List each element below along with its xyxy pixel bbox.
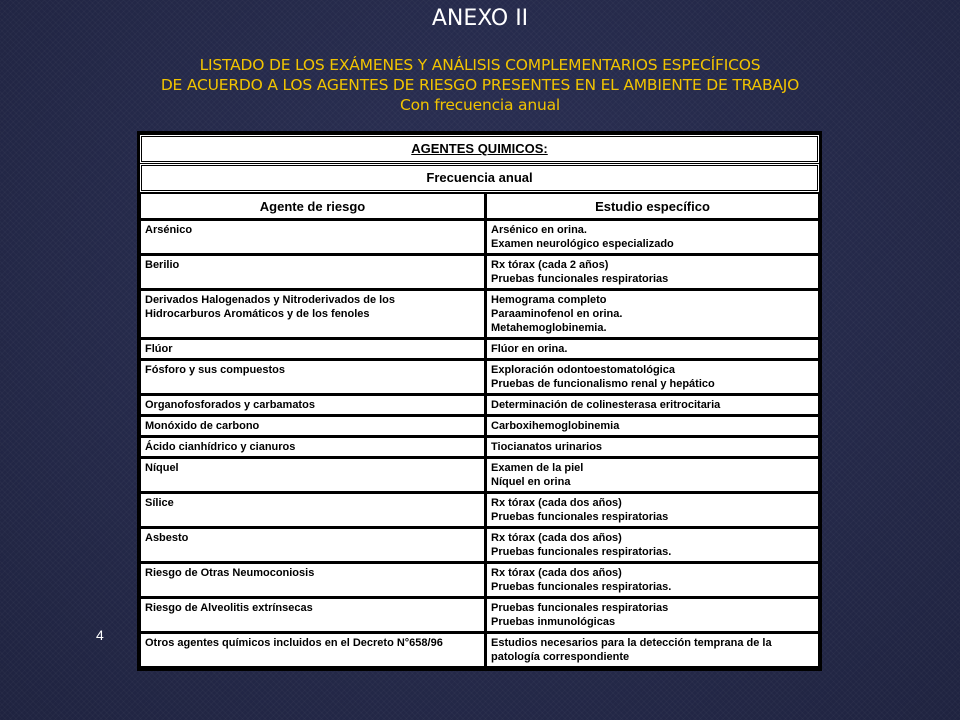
study-cell: [487, 529, 818, 561]
agent-cell: [141, 396, 484, 414]
agent-text: Riesgo de Alveolitis extrínsecas: [145, 602, 313, 614]
table-row: [141, 361, 818, 393]
study-text: Pruebas funcionales respiratorias.: [491, 546, 672, 558]
study-text: Arsénico en orina.: [491, 224, 587, 236]
study-cell: [487, 438, 818, 456]
study-text: Pruebas inmunológicas: [491, 616, 616, 628]
agent-text: Derivados Halogenados y Nitroderivados de los: [145, 294, 396, 306]
table-row: [141, 340, 818, 358]
study-text: Rx tórax (cada dos años): [491, 567, 622, 579]
table-row: [141, 256, 818, 288]
study-cell: [487, 599, 818, 631]
study-text: Rx tórax (cada dos años): [491, 532, 622, 544]
column-header-agent: Agente de riesgo: [141, 194, 484, 218]
agent-text: Sílice: [145, 497, 174, 509]
agent-text: Arsénico: [145, 224, 193, 236]
agent-text: Fósforo y sus compuestos: [145, 364, 285, 376]
section-header: [141, 136, 818, 162]
agent-cell: [141, 459, 484, 491]
table-row: [141, 417, 818, 435]
agent-text: Otros agentes químicos incluidos en el Decreto N°658/96: [145, 637, 443, 649]
table-row: [141, 599, 818, 631]
agent-cell: [141, 291, 484, 337]
agent-text: Riesgo de Otras Neumoconiosis: [145, 567, 315, 579]
agent-cell: [141, 256, 484, 288]
agent-text: Níquel: [145, 462, 179, 474]
study-cell: [487, 396, 818, 414]
agent-cell: [141, 361, 484, 393]
study-text: Pruebas funcionales respiratorias: [491, 602, 669, 614]
study-text: Determinación de colinesterasa eritrocitaria: [491, 399, 721, 411]
agent-cell: [141, 564, 484, 596]
subtitle-line-1: LISTADO DE LOS EXÁMENES Y ANÁLISIS COMPLEMENTARIOS ESPECÍFICOS: [199, 56, 761, 74]
agent-cell: [141, 529, 484, 561]
slide-title: ANEXO II: [431, 6, 529, 31]
study-text: Hemograma completo: [491, 294, 607, 306]
study-cell: [487, 564, 818, 596]
agent-text: Hidrocarburos Aromáticos y de los fenoles: [145, 308, 370, 320]
table-row: [141, 459, 818, 491]
study-text: Pruebas funcionales respiratorias.: [491, 581, 672, 593]
study-cell: [487, 459, 818, 491]
study-cell: [487, 494, 818, 526]
study-text: Pruebas funcionales respiratorias: [491, 511, 669, 523]
agent-cell: [141, 221, 484, 253]
agent-text: Flúor: [145, 343, 173, 355]
study-cell: [487, 340, 818, 358]
subtitle-line-3: Con frecuencia anual: [400, 96, 560, 114]
agent-text: Monóxido de carbono: [145, 420, 260, 432]
study-text: Rx tórax (cada 2 años): [491, 259, 609, 271]
study-cell: [487, 256, 818, 288]
frequency-header-text: Frecuencia anual: [426, 170, 533, 185]
study-text: Examen de la piel: [491, 462, 584, 474]
agent-cell: [141, 417, 484, 435]
agent-text: Organofosforados y carbamatos: [145, 399, 315, 411]
agent-cell: [141, 494, 484, 526]
subtitle-line-2: DE ACUERDO A LOS AGENTES DE RIESGO PRESENTES EN EL AMBIENTE DE TRABAJO: [160, 76, 800, 94]
study-cell: [487, 417, 818, 435]
table-body: [139, 221, 820, 666]
table-row: [141, 221, 818, 253]
table-row: [141, 529, 818, 561]
page-number: 4: [96, 627, 104, 643]
study-text: Pruebas funcionales respiratorias: [491, 273, 669, 285]
study-text: Estudios necesarios para la detección temprana de la: [491, 637, 772, 649]
agent-cell: [141, 634, 484, 666]
study-text: Paraaminofenol en orina.: [491, 308, 623, 320]
study-cell: [487, 361, 818, 393]
study-text: Pruebas de funcionalismo renal y hepático: [491, 378, 715, 390]
table-row: [141, 396, 818, 414]
study-text: Rx tórax (cada dos años): [491, 497, 622, 509]
table-row: [141, 494, 818, 526]
table-row: [141, 291, 818, 337]
study-cell: [487, 221, 818, 253]
column-header-row: [141, 194, 818, 218]
study-text: Exploración odontoestomatológica: [491, 364, 675, 376]
table-row: [141, 634, 818, 666]
section-header-text: AGENTES QUIMICOS:: [411, 141, 548, 156]
agent-text: Asbesto: [145, 532, 189, 544]
study-text: Metahemoglobinemia.: [491, 322, 607, 334]
study-cell: [487, 634, 818, 666]
study-text: Carboxihemoglobinemia: [491, 420, 620, 432]
table-row: [141, 564, 818, 596]
risk-agents-table: [137, 131, 822, 671]
study-text: patología correspondiente: [491, 651, 630, 663]
study-text: Flúor en orina.: [491, 343, 568, 355]
slide-subtitle: [0, 55, 960, 115]
agent-cell: [141, 438, 484, 456]
column-header-study: Estudio específico: [487, 194, 818, 218]
table-row: [141, 438, 818, 456]
frequency-header: [141, 165, 818, 191]
agent-text: Berilio: [145, 259, 180, 271]
study-text: Tiocianatos urinarios: [491, 441, 603, 453]
agent-cell: [141, 340, 484, 358]
study-text: Níquel en orina: [491, 476, 571, 488]
agent-text: Ácido cianhídrico y cianuros: [145, 441, 296, 453]
agent-cell: [141, 599, 484, 631]
study-text: Examen neurológico especializado: [491, 238, 674, 250]
study-cell: [487, 291, 818, 337]
